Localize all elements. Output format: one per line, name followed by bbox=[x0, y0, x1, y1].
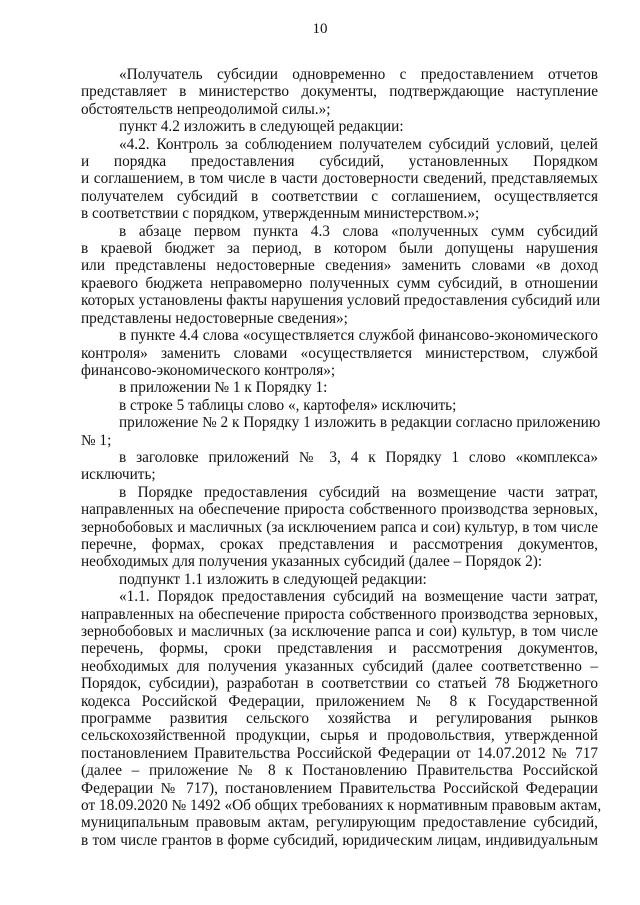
text-line: перечень, формы, сроки представления и рассмотрения документов, bbox=[81, 640, 598, 658]
text-line: в заголовке приложений № 3, 4 к Порядку 1 слово «комплекса» bbox=[119, 448, 598, 466]
text-line: в краевой бюджет за период, в котором были допущены нарушения bbox=[81, 240, 598, 258]
text-line: зернобобовых и масличных (за исключение рапса и сои) культур, в том числе bbox=[81, 623, 598, 640]
text-line: в пункте 4.4 слова «осуществляется службой финансово-экономического bbox=[119, 327, 598, 345]
text-line: финансово-экономического контроля»; bbox=[81, 361, 336, 379]
text-line: направленных на обеспечение прироста собственного производства зерновых, bbox=[81, 501, 598, 519]
text-line: пункт 4.2 изложить в следующей редакции: bbox=[119, 118, 404, 136]
text-line: краевого бюджета неправомерно полученных сумм субсидий, в отношении bbox=[81, 274, 598, 292]
paragraph bbox=[81, 118, 598, 135]
paragraph bbox=[81, 484, 598, 571]
text-line: муниципальным правовым актам, регулирующим предоставление субсидий, bbox=[81, 814, 598, 832]
text-line: получателем субсидий в соответствии с соглашением, осуществляется bbox=[81, 187, 598, 205]
paragraph bbox=[81, 66, 598, 118]
text-line: представляет в министерство документы, подтверждающие наступление bbox=[81, 83, 598, 101]
text-line: № 1; bbox=[81, 431, 112, 449]
text-line: необходимых для получения указанных субсидий (далее – Порядок 2): bbox=[81, 553, 543, 571]
page-number: 10 bbox=[312, 21, 328, 37]
text-line: в строке 5 таблицы слово «, картофеля» исключить; bbox=[119, 396, 457, 414]
text-line: «4.2. Контроль за соблюдением получателем субсидий условий, целей bbox=[119, 135, 598, 153]
text-line: необходимых для получения указанных субсидий (далее соответственно – bbox=[81, 657, 598, 675]
text-line: «1.1. Порядок предоставления субсидий на возмещение части затрат, bbox=[119, 588, 598, 606]
paragraph bbox=[81, 379, 598, 396]
text-line: сельскохозяйственной продукции, сырья и продовольствия, утвержденной bbox=[81, 727, 598, 745]
text-line: кодекса Российской Федерации, приложением № 8 к Государственной bbox=[81, 692, 598, 710]
text-line: программе развития сельского хозяйства и регулирования рынков bbox=[81, 710, 598, 728]
text-line: которых установлены факты нарушения условий предоставления субсидий или bbox=[81, 292, 601, 310]
document-body bbox=[81, 66, 602, 849]
paragraph bbox=[81, 571, 598, 588]
text-line: и порядка предоставления субсидий, установленных Порядком bbox=[81, 153, 598, 171]
text-line: в абзаце первом пункта 4.3 слова «полученных сумм субсидий bbox=[119, 222, 598, 240]
paragraph bbox=[81, 327, 598, 379]
text-line: обстоятельств непреодолимой силы.»; bbox=[81, 100, 331, 118]
text-line: Порядок, субсидии), разработан в соответствии со статьей 78 Бюджетного bbox=[81, 675, 598, 693]
text-line: исключить; bbox=[81, 466, 156, 484]
text-line: и соглашением, в том числе в части достоверности сведений, представляемых bbox=[81, 170, 598, 188]
text-line: подпункт 1.1 изложить в следующей редакции: bbox=[119, 570, 427, 588]
text-line: (далее – приложение № 8 к Постановлению Правительства Российской bbox=[81, 762, 598, 780]
text-line: от 18.09.2020 № 1492 «Об общих требованиях к нормативным правовым актам, bbox=[81, 797, 602, 815]
paragraph bbox=[81, 136, 598, 223]
text-line: представлены недостоверные сведения»; bbox=[81, 309, 348, 327]
paragraph bbox=[81, 397, 598, 414]
text-line: «Получатель субсидии одновременно с предоставлением отчетов bbox=[119, 66, 598, 83]
text-line: постановлением Правительства Российской Федерации от 14.07.2012 № 717 bbox=[81, 744, 598, 762]
text-line: Федерации № 717), постановлением Правительства Российской Федерации bbox=[81, 779, 598, 797]
text-line: приложение № 2 к Порядку 1 изложить в редакции согласно приложению bbox=[119, 414, 601, 432]
text-line: контроля» заменить словами «осуществляется министерством, службой bbox=[81, 344, 598, 362]
text-line: в приложении № 1 к Порядку 1: bbox=[119, 379, 328, 397]
text-line: направленных на обеспечение прироста собственного производства зерновых, bbox=[81, 605, 598, 623]
text-line: зернобобовых и масличных (за исключением рапса и сои) культур, в том числе bbox=[81, 518, 598, 536]
text-line: в том числе грантов в форме субсидий, юридическим лицам, индивидуальным bbox=[81, 831, 598, 849]
text-line: в Порядке предоставления субсидий на возмещение части затрат, bbox=[119, 483, 598, 501]
text-line: в соответствии с порядком, утвержденным министерством.»; bbox=[81, 205, 480, 223]
text-line: или представлены недостоверные сведения» заменить словами «в доход bbox=[81, 257, 598, 275]
paragraph bbox=[81, 588, 602, 849]
paragraph bbox=[81, 222, 601, 327]
text-line: перечне, формах, сроках представления и рассмотрения документов, bbox=[81, 535, 598, 553]
paragraph bbox=[81, 449, 598, 484]
paragraph bbox=[81, 414, 601, 449]
